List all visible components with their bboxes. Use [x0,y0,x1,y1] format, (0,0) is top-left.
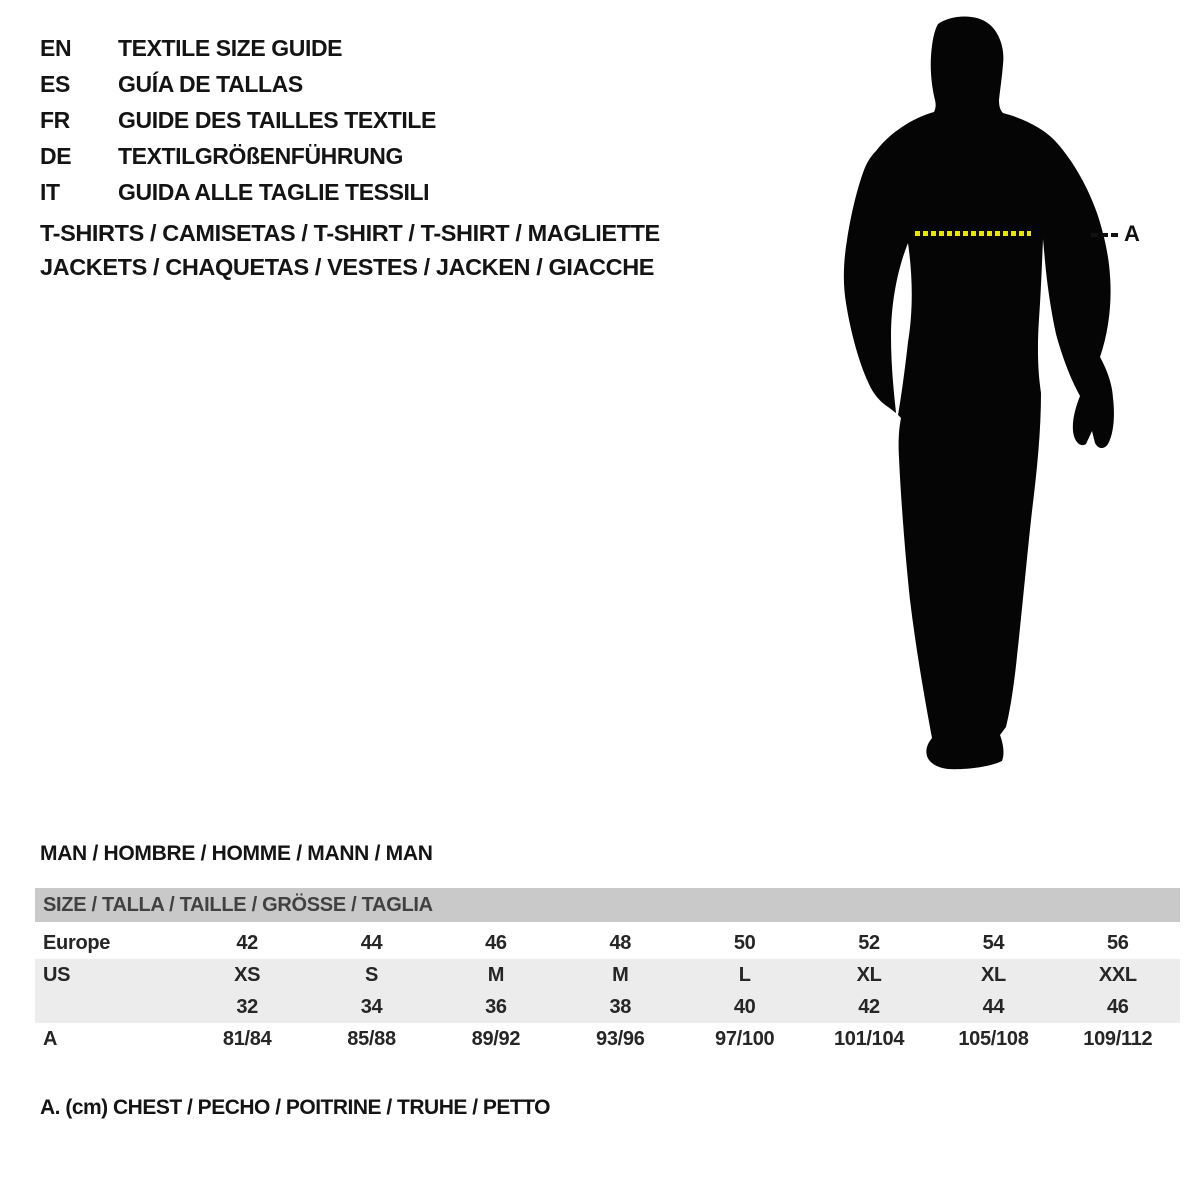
size-cell: 81/84 [222,1027,272,1050]
size-cell: 93/96 [596,1027,645,1050]
row-label: US [43,963,71,986]
size-cell: 50 [733,931,756,954]
size-cell: 46 [485,931,507,954]
guide-title: GUÍA DE TALLAS [118,70,303,97]
language-code: EN [40,34,72,61]
size-cell: 105/108 [958,1027,1029,1050]
size-cell: 101/104 [833,1027,905,1050]
size-cell: 54 [982,931,1005,954]
size-cell: 97/100 [715,1027,775,1050]
size-cell: 89/92 [471,1027,521,1050]
size-cell: 85/88 [347,1027,396,1050]
size-table-header: SIZE / TALLA / TAILLE / GRÖSSE / TAGLIA [35,888,1180,922]
table-row-alt-size [35,991,1180,1023]
size-cell: 42 [236,931,259,954]
measurement-legend: A. (cm) CHEST / PECHO / POITRINE / TRUHE / PETTO [40,1096,551,1119]
measure-label-a: A [1124,221,1140,246]
size-cell: L [738,963,751,986]
row-label [35,991,185,1023]
measure-callout-dash-line [1091,233,1120,237]
chest-measure-line [915,231,1031,236]
size-cell: XL [980,963,1006,986]
size-cell: 44 [360,931,383,954]
size-cell: 36 [485,995,507,1018]
size-cell: 42 [858,995,880,1018]
size-cell: S [365,963,379,986]
size-cell: 34 [360,995,383,1018]
row-label: A [43,1027,58,1050]
row-label: Europe [43,931,111,954]
language-code: ES [40,70,70,97]
size-table [35,927,1180,1055]
table-row-chest-a [35,1023,1180,1055]
man-silhouette-icon [820,0,1200,800]
language-code: IT [40,178,60,205]
language-code: DE [40,142,72,169]
size-cell: 40 [733,995,756,1018]
table-row-europe [35,927,1180,959]
size-cell: XS [234,963,261,986]
size-cell: 44 [982,995,1005,1018]
size-cell: 46 [1106,995,1129,1018]
size-cell: 52 [858,931,880,954]
size-cell: M [612,963,629,986]
size-cell: XL [856,963,882,986]
language-code: FR [40,106,70,133]
guide-title: GUIDA ALLE TAGLIE TESSILI [118,178,430,205]
table-row-us [35,959,1180,991]
size-cell: 38 [609,995,632,1018]
size-cell: 109/112 [1083,1027,1153,1050]
size-cell: 56 [1106,931,1129,954]
size-cell: M [487,963,505,986]
section-heading-man: MAN / HOMBRE / HOMME / MANN / MAN [40,842,433,865]
guide-title: GUIDE DES TAILLES TEXTILE [118,106,436,133]
size-table-block [35,888,1180,1055]
guide-title: TEXTILE SIZE GUIDE [118,34,343,61]
size-cell: 32 [236,995,259,1018]
guide-title: TEXTILGRÖßENFÜHRUNG [118,142,403,169]
size-cell: XXL [1098,963,1137,986]
size-cell: 48 [609,931,632,954]
category-jackets: JACKETS / CHAQUETAS / VESTES / JACKEN / GIACCHE [40,254,655,280]
category-tshirts: T-SHIRTS / CAMISETAS / T-SHIRT / T-SHIRT / MAGLIETTE [40,220,660,246]
